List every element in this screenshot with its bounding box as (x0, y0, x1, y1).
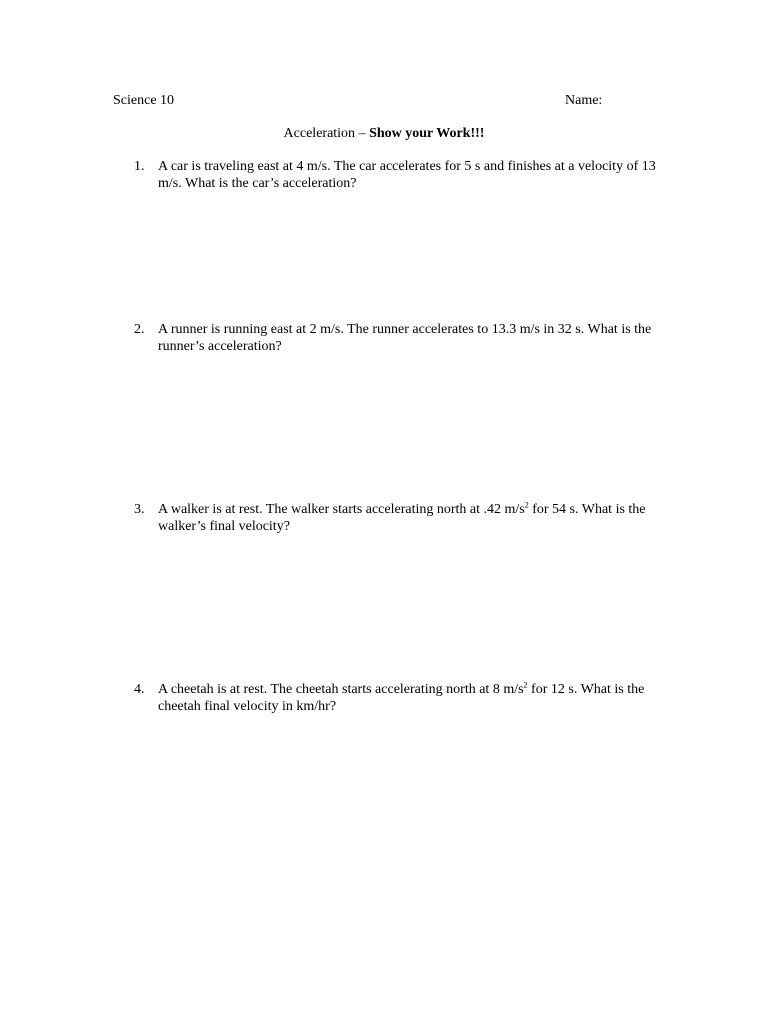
question-text: A car is traveling east at 4 m/s. The car accelerates for 5 s and finishes at a velocity of 13 m/s. What is the car’s acceleration? (158, 159, 656, 191)
name-label: Name: (565, 93, 603, 108)
question-text-before: A cheetah is at rest. The cheetah starts accelerating north at 8 m/s (158, 682, 524, 697)
course-label: Science 10 (113, 93, 175, 108)
page-title (0, 125, 768, 142)
question-text (158, 682, 656, 715)
superscript-exponent: 2 (523, 680, 528, 690)
question-text: A runner is running east at 2 m/s. The runner accelerates to 13.3 m/s in 32 s. What is the runner’s acceleration? (158, 322, 652, 354)
title-emphasis: Show your Work!!! (369, 126, 485, 141)
title-main: Acceleration – (283, 126, 370, 141)
question-number: 1. (134, 159, 145, 174)
superscript-exponent: 2 (524, 500, 529, 510)
question-text-after: for 54 s. What is the walker’s final velocity? (158, 502, 646, 534)
question-number: 4. (134, 682, 145, 697)
question-text (158, 502, 656, 535)
question-number: 2. (134, 322, 145, 337)
question-number: 3. (134, 502, 145, 517)
question-text-after: for 12 s. What is the cheetah final velocity in km/hr? (158, 682, 645, 714)
question-text-before: A walker is at rest. The walker starts accelerating north at .42 m/s (158, 502, 525, 517)
